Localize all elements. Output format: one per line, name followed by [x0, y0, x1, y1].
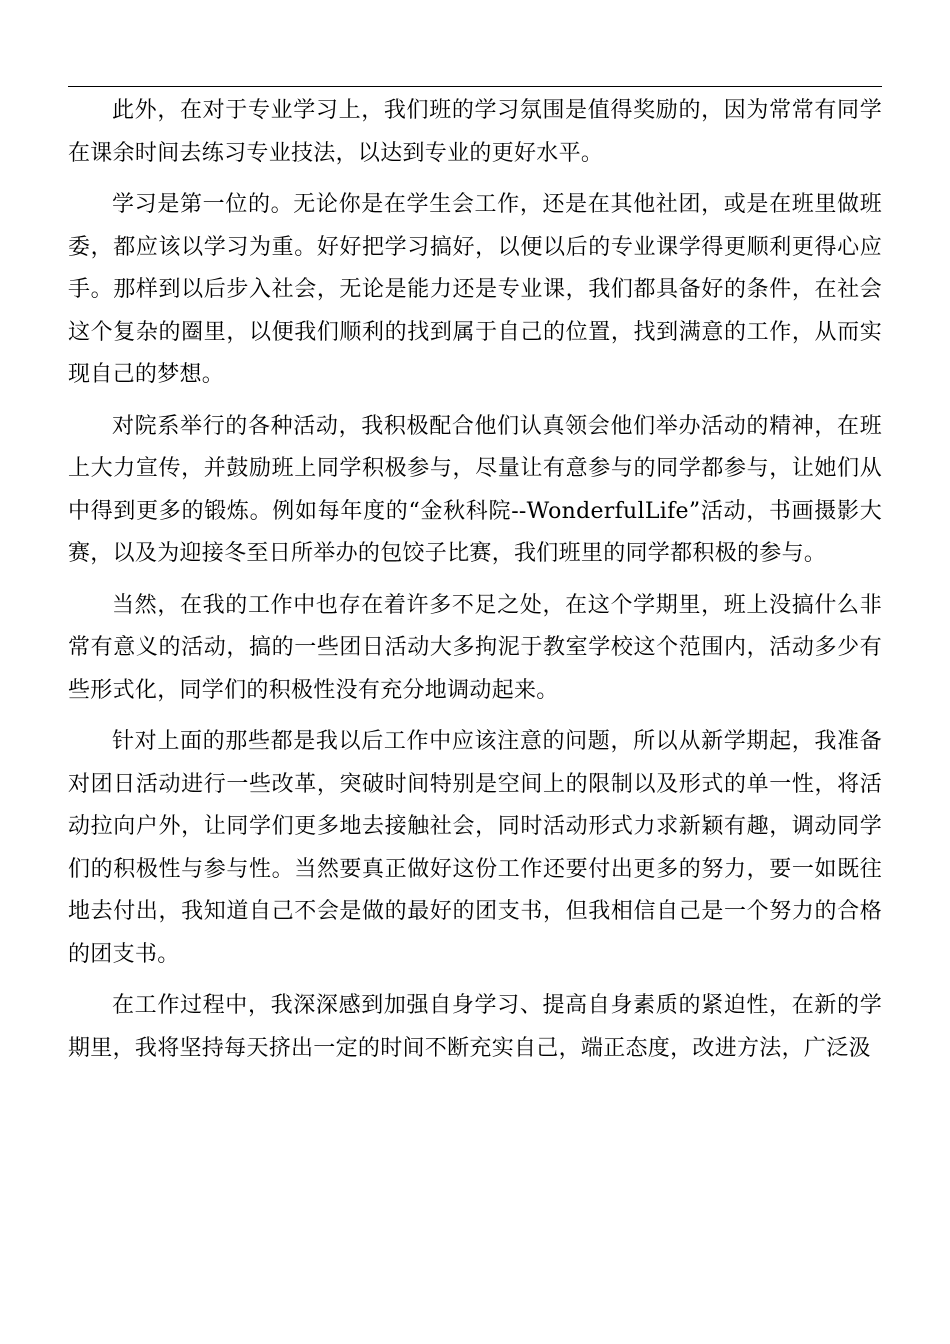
paragraph-study-first: 学习是第一位的。无论你是在学生会工作，还是在其他社团，或是在班里做班委，都应该以学习为重。好好把学习搞好，以便以后的专业课学得更顺利更得心应手。那样到以后步入社会，无论是能力还是专业课，我们都具备好的条件，在社会这个复杂的圈里，以便我们顺利的找到属于自己的位置，找到满意的工作，从而实现自己的梦想。 — [68, 192, 882, 387]
paragraph-study-atmosphere: 此外，在对于专业学习上，我们班的学习氛围是值得奖励的，因为常常有同学在课余时间去练习专业技法，以达到专业的更好水平。 — [68, 98, 882, 166]
paragraph-department-activities: 对院系举行的各种活动，我积极配合他们认真领会他们举办活动的精神，在班上大力宣传，并鼓励班上同学积极参与，尽量让有意参与的同学都参与，让她们从中得到更多的锻炼。例如每年度的“金秋科院--WonderfulLife”活动，书画摄影大赛，以及为迎接冬至日所举办的包饺子比赛，我们班里的同学都积极的参与。 — [68, 413, 882, 566]
paragraph-improvement-plan: 针对上面的那些都是我以后工作中应该注意的问题，所以从新学期起，我准备对团日活动进行一些改革，突破时间特别是空间上的限制以及形式的单一性，将活动拉向户外，让同学们更多地去接触社会，同时活动形式力求新颖有趣，调动同学们的积极性与参与性。当然要真正做好这份工作还要付出更多的努力，要一如既往地去付出，我知道自己不会是做的最好的团支书，但我相信自己是一个努力的合格的团支书。 — [68, 729, 882, 967]
header-rule — [68, 86, 882, 87]
paragraph-shortcomings: 当然，在我的工作中也存在着许多不足之处，在这个学期里，班上没搞什么非常有意义的活动，搞的一些团日活动大多拘泥于教室学校这个范围内，活动多少有些形式化，同学们的积极性没有充分地调动起来。 — [68, 592, 882, 703]
paragraph-self-study: 在工作过程中，我深深感到加强自身学习、提高自身素质的紧迫性，在新的学期里，我将坚持每天挤出一定的时间不断充实自己，端正态度，改进方法，广泛汲 — [68, 993, 882, 1061]
document-body — [68, 90, 882, 1070]
